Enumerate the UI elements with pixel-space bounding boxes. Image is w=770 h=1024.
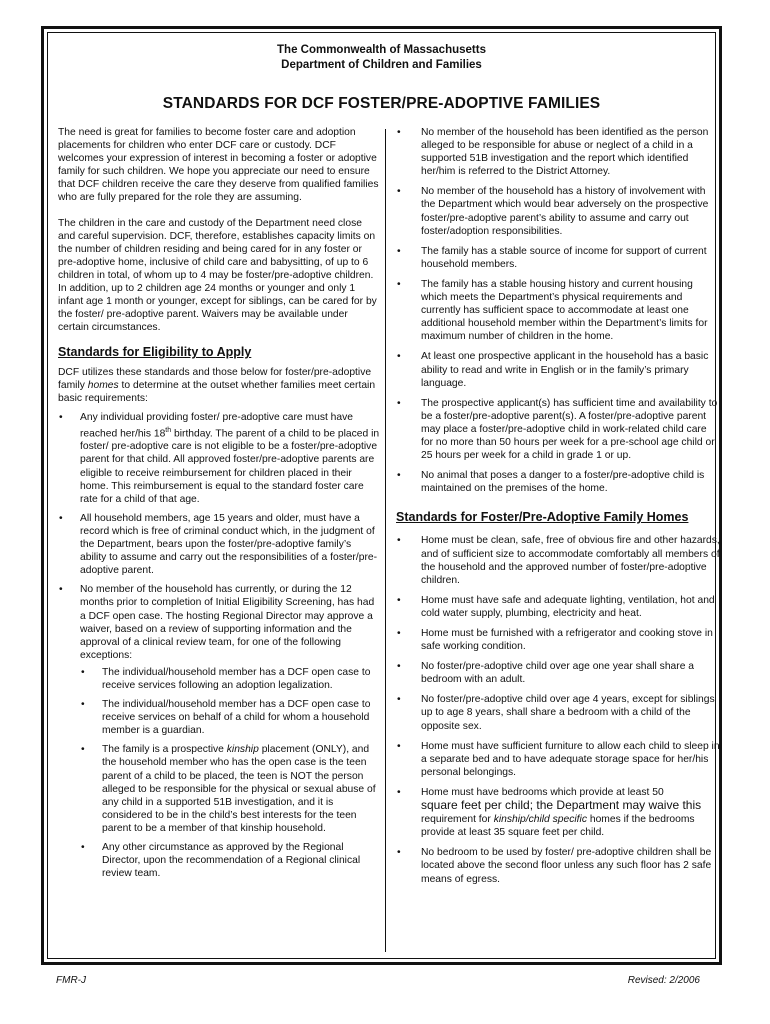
list-item: • Home must have sufficient furniture to allow each child to sleep in a separate bed and to have adequate storage space for her/his personal belongings. [396,740,720,779]
list-item: • No member of the household has a history of involvement with the Department which would bear adversely on the prospective foster/pre-adoptive parent’s ability to assume and carry out foster/adoption responsibilities. [396,185,720,237]
homes-heading: Standards for Foster/Pre-Adoptive Family Homes [396,510,689,525]
list-item: • Any other circumstance as approved by the Regional Director, upon the recommendation of a Regional clinical review team. [80,841,380,880]
list-item: • Home must have bedrooms which provide at least 50 square feet per child; the Department may waive this requirement for kinship/child specific homes if the bedrooms provide at least 35 square feet per child. [396,786,720,839]
homes-list [396,534,720,885]
column-divider [385,129,386,952]
right-column [396,126,720,893]
list-item: • At least one prospective applicant in the household has a basic ability to read and write in English or in the family’s primary language. [396,350,720,389]
document-header [48,43,715,73]
left-column [58,126,380,886]
eligibility-heading: Standards for Eligibility to Apply [58,345,252,360]
list-item: • No foster/pre-adoptive child over age one year shall share a bedroom with an adult. [396,660,720,686]
form-number: FMR-J [56,975,86,986]
intro-paragraph: The need is great for families to become foster care and adoption placements for children who enter DCF care or custody. DCF welcomes your expression of interest in becoming a foster or adoptive family for such children. We hope you appreciate our need to ensure that DCF children receive the care they deserve from qualified families who are fully prepared for the role they are assuming. [58,127,379,204]
list-item: • Home must be furnished with a refrigerator and cooking stove in safe working condition. [396,627,720,653]
list-item: • The individual/household member has a DCF open case to receive services following an adoption legalization. [80,666,380,692]
revision-date: Revised: 2/2006 [627,975,700,986]
list-item: • No member of the household has been identified as the person alleged to be responsible for abuse or neglect of a child in a supported 51B investigation and the report which identified her/him is referred to the District Attorney. [396,126,720,178]
eligibility-intro: DCF utilizes these standards and those below for foster/pre-adoptive family homes to determine at the outset whether families meet certain basic requirements: [58,366,376,404]
header-department: Department of Children and Families [281,59,482,71]
list-item: • The family has a stable source of income for support of current household members. [396,245,720,271]
list-item: • No member of the household has currently, or during the 12 months prior to completion of Initial Eligibility Screening, has had a DCF open case. The hosting Regional Director may approve a waiver, based on a review of supporting information and the approval of a clinical review team, for one of the following exceptions: • The individual/household member has a DCF open case to receive services following an adoption legalization. • The individual/household member has a DCF open case to receive services on behalf of a child for whom a household member is a guardian. • The family is a prospective kinship placement (ONLY), and the household member who has the open case is the teen parent of a child to be placed, the teen is NOT the person alleged to be responsible for the physical or sexual abuse of any child in a supported 51B investigation, and it is considered to be in the child’s best interests for the teen parent to be a member of that kinship household. • Any other circumstance as approved by the Regional Director, upon the recommendation of a Regional clinical review team. [58,583,380,880]
list-item: • Home must have safe and adequate lighting, ventilation, hot and cold water supply, plumbing, electricity and heat. [396,594,720,620]
page-border [41,26,722,965]
eligibility-list [58,411,380,881]
list-item: • Any individual providing foster/ pre-adoptive care must have reached her/his 18th birthday. The parent of a child to be placed in foster/ pre-adoptive care is not eligible to be a foster/pre-adoptive parent for that child. All approved foster/pre-adoptive parents are eligible to receive reimbursement for children placed in their home. This reimbursement is equal to the standard foster care rate for a child of that age. [58,411,380,506]
page-inner-border [47,32,720,959]
list-item: • Home must be clean, safe, free of obvious fire and other hazards, and of sufficient size to accommodate comfortably all members of the household and the approved number of foster/pre-adoptive children. [396,534,720,586]
list-item: • No animal that poses a danger to a foster/pre-adoptive child is maintained on the premises of the home. [396,469,720,495]
capacity-paragraph: The children in the care and custody of the Department need close and careful supervision. DCF, therefore, establishes capacity limits on the number of children residing and being cared for in any foster or pre-adoptive home, inclusive of child care and babysitting, of up to 6 children in total, of whom up to 4 may be foster/pre-adoptive children. In addition, up to 2 children age 24 months or younger and only 1 infant age 1 month or younger, except for siblings, can be cared for by the foster/ pre-adoptive parent. Waivers may be available under certain circumstances. [58,217,377,334]
list-item: • All household members, age 15 years and older, must have a record which is free of criminal conduct which, in the judgment of the Department, bears upon the foster/pre-adoptive family’s ability to assume and carry out the responsibilities of a foster/pre-adoptive parent. [58,512,380,577]
list-item: • The individual/household member has a DCF open case to receive services on behalf of a child for whom a household member is a guardian. [80,698,380,737]
header-commonwealth: The Commonwealth of Massachusetts [277,44,486,56]
eligibility-list-continued [396,126,720,495]
list-item: • The prospective applicant(s) has sufficient time and availability to be a foster/pre-adoptive parent(s). A foster/pre-adoptive parent may place a foster/pre-adoptive child in work-related child care for no more than 50 hours per week for a pre-school age child or 25 hours per week for a child in grade 1 or up. [396,397,720,462]
exceptions-list [80,666,380,880]
list-item: • No bedroom to be used by foster/ pre-adoptive children shall be located above the second floor unless any such floor has 2 safe means of egress. [396,846,720,885]
list-item: • No foster/pre-adoptive child over age 4 years, except for siblings up to age 8 years, shall share a bedroom with a child of the opposite sex. [396,693,720,732]
document-title: STANDARDS FOR DCF FOSTER/PRE-ADOPTIVE FAMILIES [162,95,601,112]
list-item: • The family is a prospective kinship placement (ONLY), and the household member who has the open case is the teen parent of a child to be placed, the teen is NOT the person alleged to be responsible for the physical or sexual abuse of any child in a supported 51B investigation, and it is considered to be in the child’s best interests for the teen parent to be a member of that kinship household. [80,743,380,835]
list-item: • The family has a stable housing history and current housing which meets the Department’s physical requirements and currently has sufficient space to accommodate at least one additional household member within the Department’s limits for maximum number of children in the home. [396,278,720,343]
